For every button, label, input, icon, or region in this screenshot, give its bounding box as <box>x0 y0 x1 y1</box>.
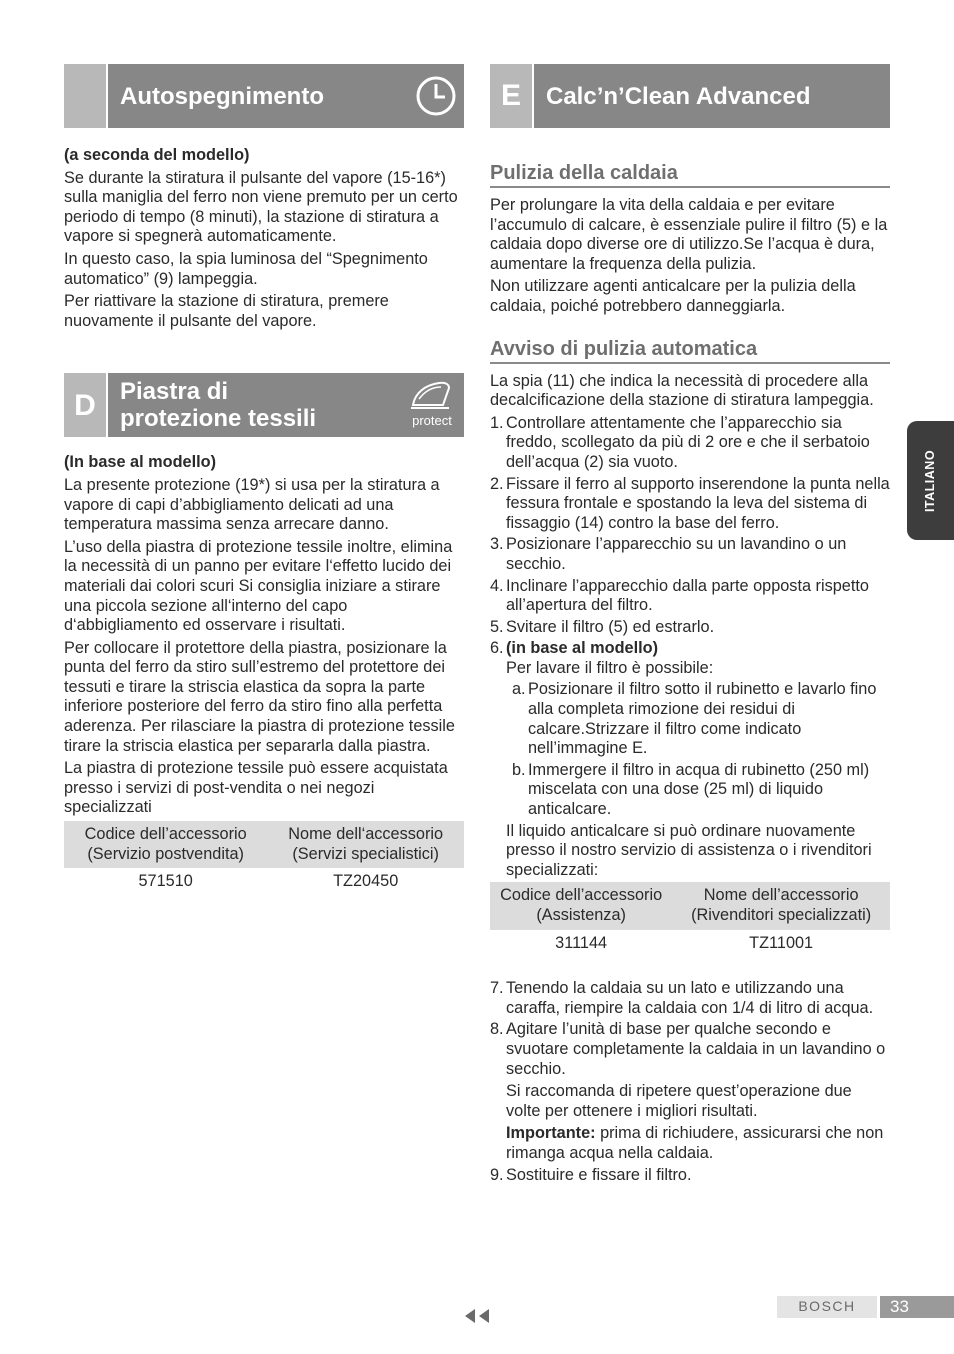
cleaning-paragraph: Per prolungare la vita della caldaia e per evitare l’accumulo di calcare, è essenziale pulire il filtro (5) e la caldaia dopo diverse ore di utilizzo.Se l’acqua è dura, aumentare la frequenza della pulizia. <box>490 196 888 273</box>
section-d-subtitle: (In base al modello) <box>64 453 216 472</box>
list-item: 1. Controllare attentamente che l’apparecchio sia freddo, scollegato da più di 2 ore e che il serbatoio dell’acqua (2) sia vuoto. <box>490 413 870 471</box>
section-d-title <box>108 378 316 432</box>
warning-intro: La spia (11) che indica la necessità di procedere alla decalcificazione della stazione di stiratura lampeggia. <box>490 371 874 410</box>
sub-steps-list <box>506 680 890 819</box>
step8-note: Si raccomanda di ripetere quest’operazione due volte per ottenere i migliori risultati. <box>506 1082 852 1120</box>
table-cell: TZ11001 <box>749 933 814 952</box>
step6-model-note: (in base al modello) <box>506 639 658 658</box>
section-d-title-line1: Piastra di <box>120 378 229 406</box>
section-c-paragraph: Per riattivare la stazione di stiratura, premere nuovamente il pulsante del vapore. <box>64 292 389 330</box>
section-c-paragraph: In questo caso, la spia luminosa del “Spegnimento automatico” (9) lampeggia. <box>64 249 428 288</box>
sub-list-item: a. Posizionare il filtro sotto il rubinetto e lavarlo fino alla completa rimozione dei residui di calcare.Strizzare il filtro come indicato nell’immagine E. <box>512 680 877 758</box>
iron-icon <box>409 379 455 413</box>
language-label: ITALIANO <box>922 449 937 512</box>
clock-icon <box>416 76 456 116</box>
footer-brand: BOSCH <box>777 1296 877 1318</box>
section-d-paragraph: L’uso della piastra di protezione tessile inoltre, elimina la necessità di un panno per evitare l‘effetto lucido dei materiali dai colori scuri Si consiglia iniziare a stirare una piccola sezione all‘interno del capo d‘abbigliamento ed osservare i risultati. <box>64 537 453 635</box>
section-e-title: Calc’n’Clean Advanced <box>546 82 811 110</box>
list-item: 3. Posizionare l’apparecchio su un lavandino o un secchio. <box>490 535 847 573</box>
list-item: 7. Tenendo la caldaia su un lato e utilizzando una caraffa, riempire la caldaia con 1/4 di litro di acqua. <box>490 979 874 1017</box>
cleaning-heading: Pulizia della caldaia <box>490 161 890 188</box>
table-header: Codice dell’accessorio (Assistenza) <box>490 882 672 929</box>
page-number: 33 <box>880 1296 954 1318</box>
important-note: Importante: prima di richiudere, assicurarsi che non rimanga acqua nella caldaia. <box>506 1124 884 1162</box>
step6-intro: Per lavare il filtro è possibile: <box>506 658 714 677</box>
section-d-paragraph: La presente protezione (19*) si usa per la stiratura a vapore di capi d’abbigliamento delicati ad una temperatura massima senza arrecare danno. <box>64 475 440 534</box>
left-column <box>64 64 464 896</box>
double-left-arrow-icon[interactable] <box>463 1308 493 1324</box>
section-c-body <box>64 146 464 331</box>
list-item: 5. Svitare il filtro (5) ed estrarlo. <box>490 617 715 636</box>
list-item: 4. Inclinare l’apparecchio dalla parte opposta rispetto all’apertura del filtro. <box>490 576 869 615</box>
section-c-paragraph: Se durante la stiratura il pulsante del vapore (15-16*) sulla maniglia del ferro non viene premuto per un certo periodo di tempo (8 minuti), la stazione di stiratura a vapore si spegnerà automaticamente. <box>64 168 458 246</box>
section-e-body <box>490 161 890 1185</box>
table-row <box>490 930 890 958</box>
table-header: Nome dell‘accessorio (Servizi specialistici) <box>267 821 464 868</box>
list-item: 9. Sostituire e fissare il filtro. <box>490 1165 692 1184</box>
list-item: 6. (in base al modello) Per lavare il filtro è possibile: a. Posizionare il filtro sotto il rubinetto e lavarlo fino alla completa rimozione dei residui di calcare.Strizzare il filtro come indicato nell’immagine E. b. Immergere il filtro in acqua di rubinetto (250 ml) miscelata con una dose (25 ml) di liquido anticalcare. Il liquido anticalcare si può ordinare nuovamente presso il nostro servizio di assistenza o i rivenditori specializzati: <box>490 639 890 880</box>
table-header: Nome dell’accessorio (Rivenditori specializzati) <box>672 882 890 929</box>
section-e-letter: E <box>490 64 532 128</box>
section-d-paragraph: Per collocare il protettore della piastra, posizionare la punta del ferro da stiro sull’estremo del protettore dei tessuti e tirare la striscia elastica da sopra la parte inferiore posteriore del ferro da stiro fino alla perfetta aderenza. Per rilasciare la piastra di protezione tessile tirare la striscia elastica per separarla dalla piastra. <box>64 638 455 755</box>
section-c-banner <box>64 64 464 128</box>
section-e-banner <box>490 64 890 128</box>
table-header: Codice dell’accessorio (Servizio postvendita) <box>64 821 267 868</box>
language-side-tab <box>907 421 954 540</box>
section-c-subtitle: (a seconda del modello) <box>64 146 250 164</box>
protect-label: protect <box>412 413 452 429</box>
table-cell: 311144 <box>555 933 608 952</box>
protect-iron-icon <box>406 379 458 431</box>
table-cell: 571510 <box>138 872 193 891</box>
steps-list <box>490 414 890 881</box>
right-column <box>490 64 890 1187</box>
section-c-tab <box>64 64 106 128</box>
warning-heading: Avviso di pulizia automatica <box>490 337 890 364</box>
list-item: 2. Fissare il ferro al supporto inserendone la punta nella fessura frontale e spostando la leva del sistema di fissaggio (14) contro la base del ferro. <box>490 474 890 532</box>
cleaning-paragraph: Non utilizzare agenti anticalcare per la pulizia della caldaia, poiché potrebbero danneggiarla. <box>490 277 856 315</box>
section-d-title-line2: protezione tessili <box>120 405 317 433</box>
section-d-body <box>64 453 464 895</box>
list-item: 8. Agitare l’unità di base per qualche secondo e svuotare completamente la caldaia in un lavandino o secchio. Si raccomanda di ripetere quest’operazione due volte per ottenere i migliori risultati. Importante: prima di richiudere, assicurarsi che non rimanga acqua nella caldaia. <box>490 1020 890 1163</box>
section-d-paragraph: La piastra di protezione tessile può essere acquistata presso i servizi di post-vendita o nei negozi specializzati <box>64 759 448 817</box>
section-d-banner <box>64 373 464 437</box>
table-row <box>64 868 464 896</box>
step6-after: Il liquido anticalcare si può ordinare nuovamente presso il nostro servizio di assistenza o i rivenditori specializzati: <box>506 821 872 879</box>
sub-list-item: b. Immergere il filtro in acqua di rubinetto (250 ml) miscelata con una dose (25 ml) di liquido anticalcare. <box>512 760 870 819</box>
steps-list-late <box>490 979 890 1185</box>
table-cell: TZ20450 <box>333 872 399 891</box>
accessory-table-d <box>64 821 464 896</box>
section-c-title: Autospegnimento <box>120 82 324 110</box>
section-d-letter: D <box>64 373 106 437</box>
accessory-table-e <box>490 882 890 957</box>
